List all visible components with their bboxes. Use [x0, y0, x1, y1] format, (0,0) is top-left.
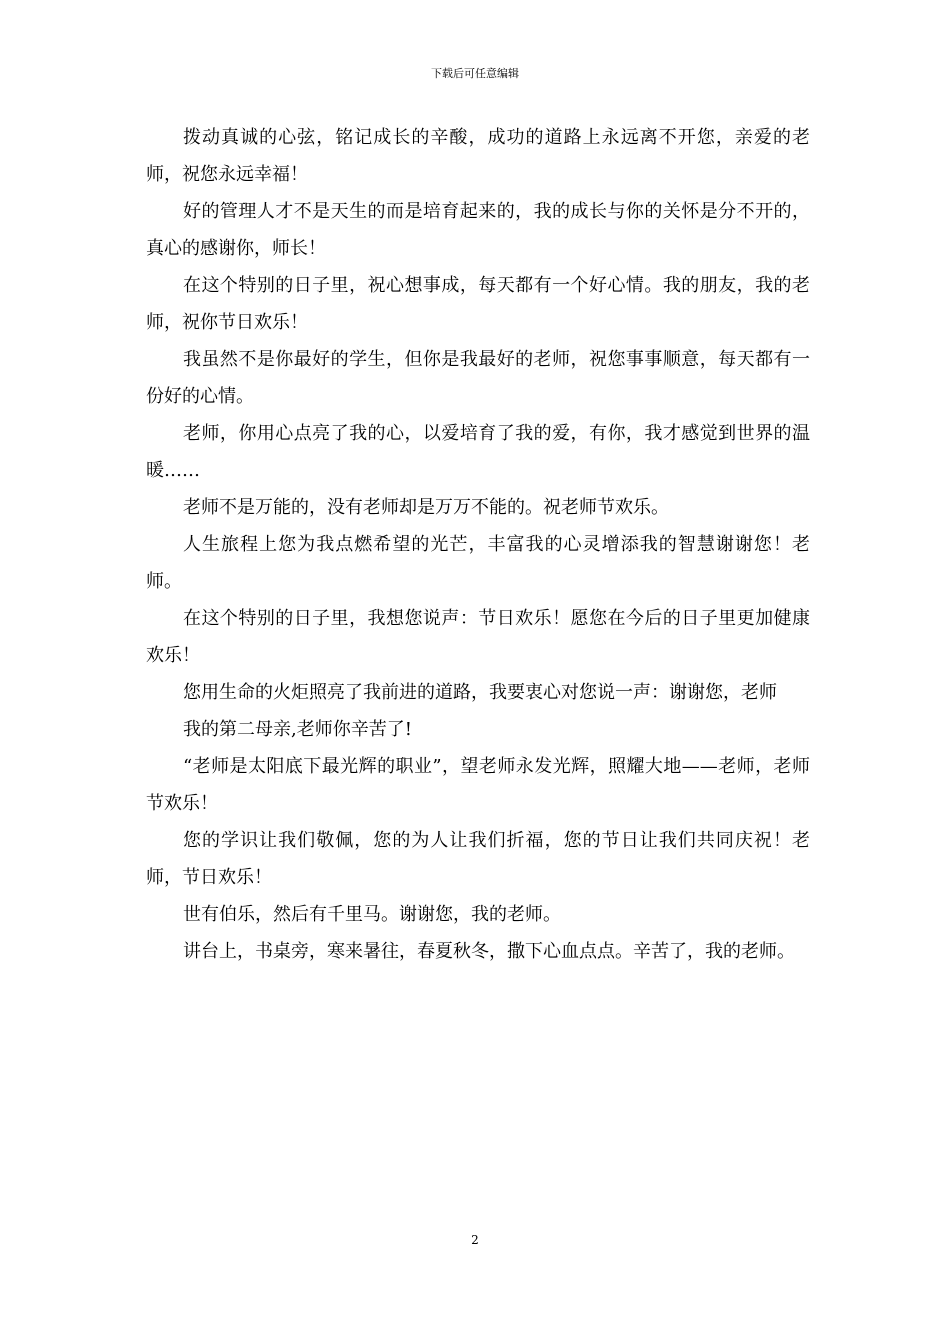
paragraph-2: 好的管理人才不是天生的而是培育起来的，我的成长与你的关怀是分不开的，真心的感谢你，师长！: [146, 201, 810, 259]
paragraph-1: 拨动真诚的心弦，铭记成长的辛酸，成功的道路上永远离不开您，亲爱的老师，祝您永远幸福！: [146, 127, 810, 185]
paragraph-9: 您用生命的火炬照亮了我前进的道路，我要衷心对您说一声：谢谢您，老师: [183, 682, 777, 703]
paragraph-7: 人生旅程上您为我点燃希望的光芒，丰富我的心灵增添我的智慧谢谢您！老师。: [146, 534, 810, 592]
page-header: 下载后可任意编辑: [431, 67, 519, 80]
paragraph-3: 在这个特别的日子里，祝心想事成，每天都有一个好心情。我的朋友，我的老师，祝你节日欢乐！: [146, 275, 810, 333]
paragraph-11: “老师是太阳底下最光辉的职业”，望老师永发光辉，照耀大地——老师，老师节欢乐！: [146, 756, 810, 814]
paragraph-4: 我虽然不是你最好的学生，但你是我最好的老师，祝您事事顺意，每天都有一份好的心情。: [146, 349, 810, 407]
paragraph-10: 我的第二母亲,老师你辛苦了!: [183, 719, 412, 740]
paragraph-6: 老师不是万能的，没有老师却是万万不能的。祝老师节欢乐。: [183, 497, 669, 518]
document-body: [146, 119, 810, 970]
paragraph-14: 讲台上，书桌旁，寒来暑往，春夏秋冬，撒下心血点点。辛苦了，我的老师。: [183, 941, 795, 962]
paragraph-8: 在这个特别的日子里，我想您说声：节日欢乐！愿您在今后的日子里更加健康欢乐！: [146, 608, 810, 666]
paragraph-12: 您的学识让我们敬佩，您的为人让我们折福，您的节日让我们共同庆祝！老师，节日欢乐！: [146, 830, 810, 888]
paragraph-5: 老师，你用心点亮了我的心，以爱培育了我的爱，有你，我才感觉到世界的温暖……: [146, 423, 810, 481]
paragraph-13: 世有伯乐，然后有千里马。谢谢您，我的老师。: [183, 904, 561, 925]
page-number: 2: [471, 1233, 479, 1247]
